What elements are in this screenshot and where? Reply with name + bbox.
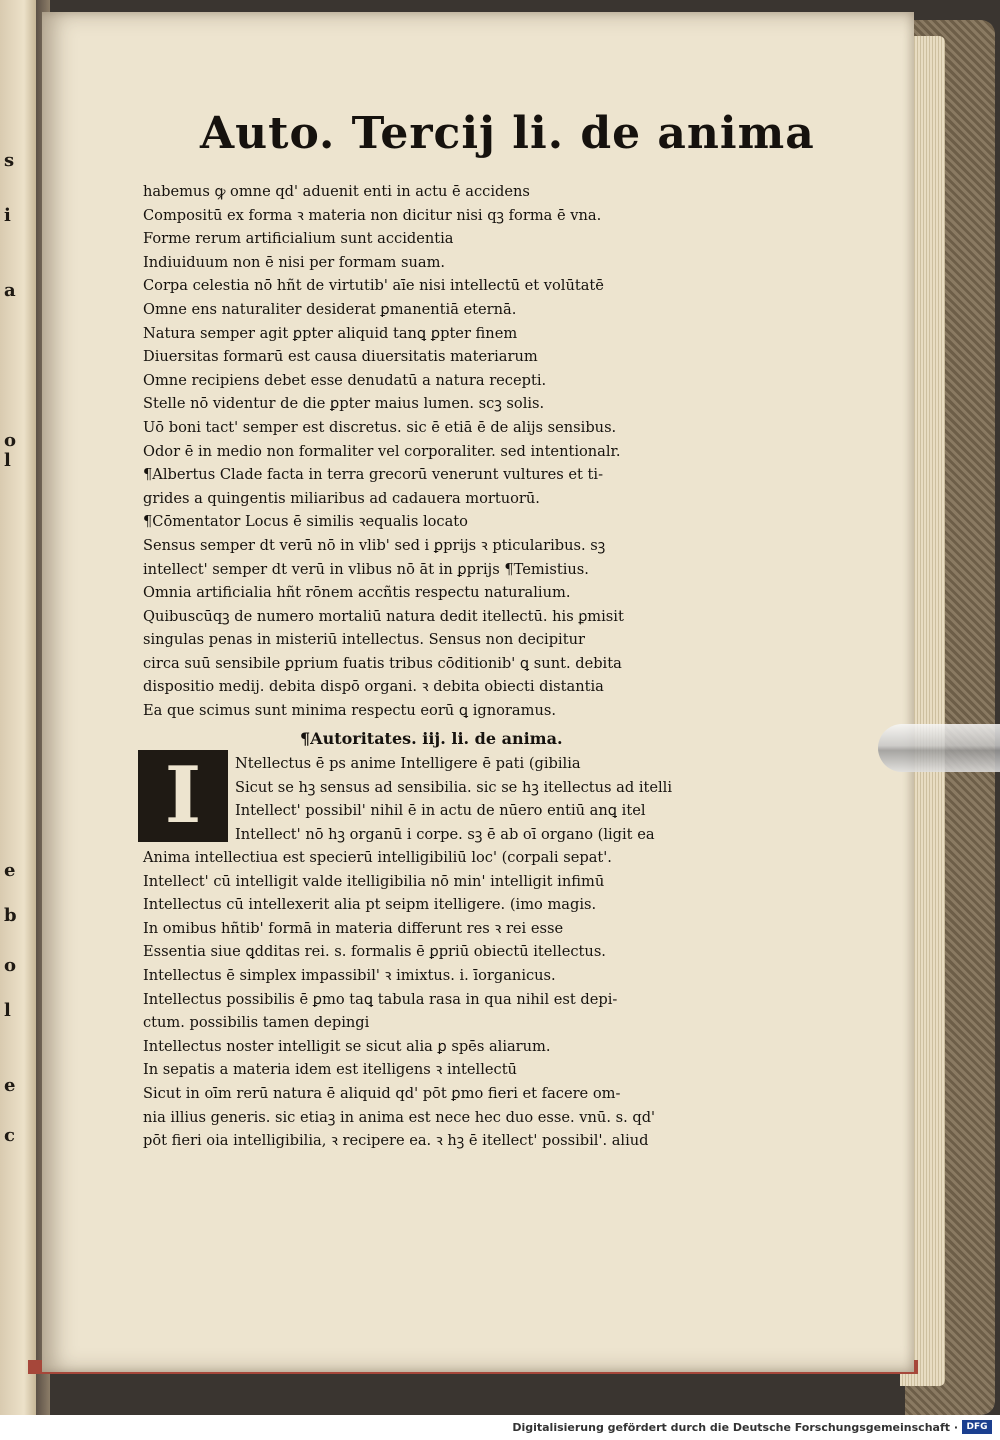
text-line: Intellectus cū intellexerit alia pt seipm itelligere. (imo magis. [143, 896, 597, 914]
text-line: habemus ꝙ omne qd' aduenit enti in actu ē accidens [143, 183, 530, 200]
facing-page-fragment: b [4, 905, 17, 926]
facing-page-fragment: e [4, 860, 16, 881]
facing-page-fragment: i [4, 205, 11, 226]
text-line: Compositū ex forma ꝛ materia non dicitur nisi qꝫ forma ē vna. [143, 206, 602, 224]
text-line: Stelle nō videntur de die ꝑpter maius lumen. scꝫ solis. [143, 395, 545, 413]
text-line: pōt fieri oia intelligibilia, ꝛ recipere ea. ꝛ hꝫ ē itellect' possibil'. aliud [143, 1132, 649, 1150]
text-line: Quibuscūqꝫ de numero mortaliū natura dedit itellectū. his ꝑmisit [143, 607, 624, 625]
text-line: ¶Cōmentator Locus ē similis ꝛequalis locato [143, 513, 468, 531]
text-line: Essentia siue ꝗdditas rei. s. formalis ē ꝑpriū obiectū itellectus. [143, 943, 606, 961]
text-line: Intellect' cū intelligit valde itelligibilia nō min' intelligit infimū [143, 872, 605, 890]
text-line: Sicut in oīm rerū natura ē aliquid qd' pōt ꝑmo fieri et facere om- [143, 1084, 621, 1102]
text-line: dispositio medij. debita dispō organi. ꝛ debita obiecti distantia [143, 678, 604, 696]
text-line: Diuersitas formarū est causa diuersitatis materiarum [143, 348, 538, 366]
text-line: Natura semper agit ꝑpter aliquid tanꝗ ꝑpter finem [143, 324, 518, 342]
text-line: Intellectus possibilis ē ꝑmo taꝗ tabula rasa in qua nihil est depi- [143, 990, 618, 1008]
text-line: Omnia artificialia hñt rōnem accñtis respectu naturalium. [143, 584, 571, 602]
text-line: Intellectus noster intelligit se sicut alia ꝑ spēs aliarum. [143, 1037, 551, 1055]
facing-page-edge [0, 0, 40, 1415]
decorated-initial [138, 750, 228, 842]
text-line: Sensus semper dt verū nō in vlib' sed i ꝑprijs ꝛ pticularibus. sꝫ [143, 536, 606, 554]
section-heading: ¶Autoritates. iij. li. de anima. [300, 729, 563, 748]
facing-page-fragment: a [4, 280, 16, 301]
facing-page-fragment: s [4, 150, 15, 171]
facing-page-fragment: c [4, 1125, 15, 1146]
text-line: Uō boni tact' semper est discretus. sic ē etiā ē de alijs sensibus. [143, 418, 617, 436]
text-line: Anima intellectiua est specierū intelligibiliū loc' (corpali sepat'. [143, 849, 612, 866]
text-line: ctum. possibilis tamen depingi [143, 1014, 370, 1032]
page-heading: Auto. Tercij li. de anima [200, 108, 815, 159]
text-block-2-indented [235, 752, 735, 846]
text-line: Intellect' possibil' nihil ē in actu de nūero entiū anꝗ itel [235, 802, 646, 820]
text-block-1 [143, 180, 743, 723]
page-clip [878, 724, 1000, 772]
text-line: Ea que scimus sunt minima respectu eorū ꝗ ignoramus. [143, 702, 556, 720]
text-line: grides a quingentis miliaribus ad cadauera mortuorū. [143, 489, 540, 507]
funding-credit: Digitalisierung gefördert durch die Deutsche Forschungsgemeinschaft · [512, 1421, 958, 1434]
text-line: ¶Albertus Clade facta in terra grecorū venerunt vultures et ti- [143, 466, 604, 484]
text-line: Intellectus ē simplex impassibil' ꝛ imixtus. i. īorganicus. [143, 966, 556, 984]
text-line: Forme rerum artificialium sunt accidentia [143, 230, 454, 248]
text-line: singulas penas in misteriū intellectus. Sensus non decipitur [143, 631, 585, 649]
text-line: In omibus hñtib' formā in materia differunt res ꝛ rei esse [143, 919, 564, 937]
text-line: Intellect' nō hꝫ organū i corpe. sꝫ ē ab oī organo (ligit ea [235, 825, 655, 843]
text-line: Sicut se hꝫ sensus ad sensibilia. sic se hꝫ itellectus ad itelli [235, 778, 673, 796]
text-line: Corpa celestia nō hñt de virtutib' aīe nisi intellectū et volūtatē [143, 277, 604, 295]
text-line: Ntellectus ē ps anime Intelligere ē pati (gibilia [235, 755, 581, 772]
initial-letter: I [164, 750, 202, 841]
text-line: Odor ē in medio non formaliter vel corporaliter. sed intentionalr. [143, 442, 621, 460]
text-line: nia illius generis. sic etiaꝫ in anima est nece hec duo esse. vnū. s. qd' [143, 1108, 656, 1126]
text-line: In sepatis a materia idem est itelligens ꝛ intellectū [143, 1061, 517, 1079]
text-line: intellect' semper dt verū in vlibus nō āt in ꝑprijs ¶Temistius. [143, 560, 589, 578]
facing-page-fragment: l [4, 450, 11, 471]
facing-page-fragment: o [4, 955, 17, 976]
text-line: Indiuiduum non ē nisi per formam suam. [143, 253, 446, 271]
dfg-logo: DFG [962, 1420, 992, 1434]
text-line: circa suū sensibile ꝑprium fuatis tribus cōditionib' ꝗ sunt. debita [143, 654, 622, 672]
text-line: Omne ens naturaliter desiderat ꝑmanentiā eternā. [143, 300, 517, 318]
facing-page-fragment: e [4, 1075, 16, 1096]
text-block-2 [143, 846, 743, 1153]
digitization-footer [0, 1415, 1000, 1440]
text-line: Omne recipiens debet esse denudatū a natura recepti. [143, 371, 547, 389]
facing-page-fragment: l [4, 1000, 11, 1021]
facing-page-fragment: o [4, 430, 17, 451]
